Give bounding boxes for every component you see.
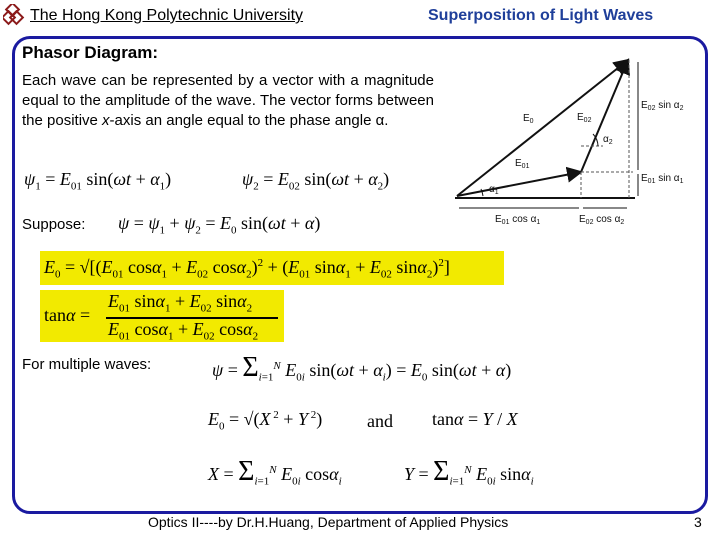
multiple-waves-equation: $\psi = \Sigma_{i=1}^N$ $E_{0i}$ $\sin(\omega t + \alpha_i) = E_0$ sin(ωt + α) [212,352,512,384]
intro-text-part-1: Each wave can be represented by a vector with a magnitude equal to the amplitude of the wave. The vector forms between the positive [22,72,434,129]
x-sum-equation: $X = \Sigma_{i=1}^N$ $E_{0i}$ cosα$_i$ [208,456,342,488]
resultant-vector-e0 [457,60,628,196]
slide-title: Superposition of Light Waves [428,7,654,24]
and-label: and [367,411,393,431]
phasor-diagram [453,46,703,231]
intro-text-part-2: -axis an angle equal to the phase angle [109,112,376,129]
superposition-equation: $\psi = \psi_1 + \psi_2 = E_0$ sin(ωt + α) [118,213,321,237]
label-alpha2: $\alpha_2$ [603,134,613,146]
label-e02-sin: $E_{02}$ $\sin \alpha_2$ [641,100,684,112]
multiple-waves-label: For multiple waves: [22,356,152,373]
university-name: The Hong Kong Polytechnic University [30,7,304,24]
label-e01-cos: $E_{01}$ $\cos \alpha_1$ [495,214,541,226]
y-sum-equation: $Y = \Sigma_{i=1}^N$ $E_{0i}$ sinα$_i$ [404,456,534,488]
section-title: Phasor Diagram: [22,43,159,62]
label-e02: $E_{02}$ [577,112,592,124]
suppose-label: Suppose: [22,216,86,233]
intro-alpha-symbol: α. [375,112,389,129]
label-e01-sin: $E_{01}$ $\sin \alpha_1$ [641,173,684,185]
psi2-equation: $\psi_2 = E_{02}$ $\sin(\omega t + \alpha_2)$ [242,169,390,193]
phase-formula-lhs: tanα = [44,305,91,325]
amplitude-formula: $E_0 = √[(E_{01}$ $\cos\alpha_1 + E_{02}$ $\cos\alpha_2)^2 + (E_{01}$ $\sin\alpha_1 + E_{02}$ sinα$_2$)$^2$] [44,257,450,281]
vector-e02 [581,60,628,172]
vector-e01 [457,172,581,196]
intro-x-variable: x [102,112,110,129]
label-e01: $E_{01}$ [515,158,530,170]
intro-paragraph [22,71,434,131]
resultant-amplitude-equation: $E_0 = √(X$ $^2$ + Y $^2$) [208,409,323,433]
university-logo-icon [3,4,27,28]
label-e02-cos: $E_{02}$ $\cos \alpha_2$ [579,214,625,226]
phase-formula-numerator: $E_{01}$ $\sin\alpha_1 + E_{02}$ sinα$_2$ [108,291,253,315]
label-alpha1: $\alpha_1$ [489,184,499,196]
page-number: 3 [694,514,702,530]
footer-credit: Optics II----by Dr.H.Huang, Department of Applied Physics [148,514,509,530]
phase-formula-denominator: $E_{01}$ $\cos\alpha_1 + E_{02}$ cosα$_2$ [108,319,259,343]
psi1-equation: $\psi_1 = E_{01}$ $\sin(\omega t + \alpha_1)$ [24,169,172,193]
label-e0: $E_0$ [523,113,534,125]
resultant-phase-equation: tanα = Y / X [432,409,518,429]
